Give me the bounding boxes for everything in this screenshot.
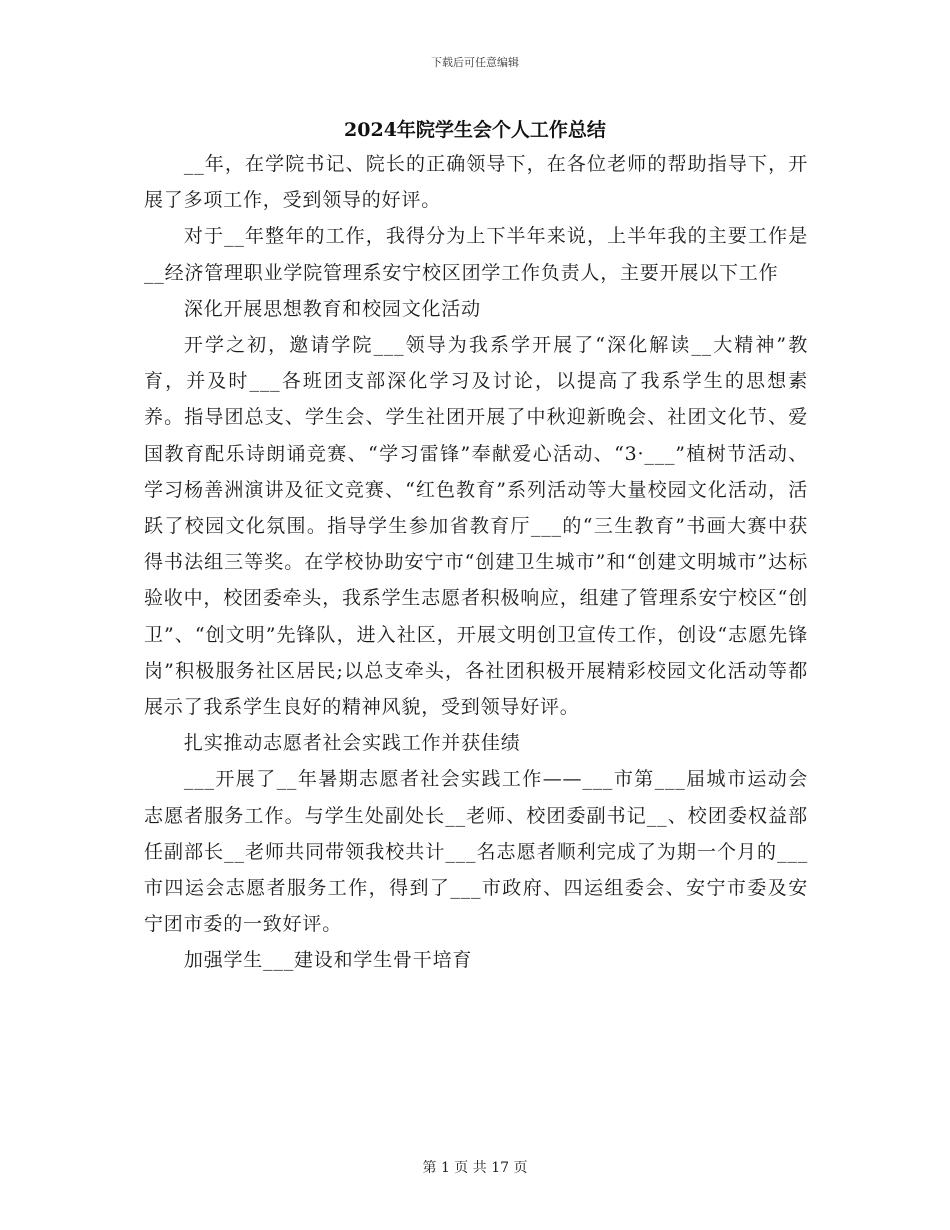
- document-body: [144, 146, 808, 979]
- page-number: 第 1 页 共 17 页: [422, 1160, 528, 1176]
- paragraph-volunteer: ___开展了__年暑期志愿者社会实践工作——___市第___届城市运动会志愿者服务工作。与学生处副处长__老师、校团委副书记__、校团委权益部任副部长__老师共同带领我校共计___名志愿者顺利完成了为期一个月的___市四运会志愿者服务工作，得到了___市政府、四运组委会、安宁市委及安宁团市委的一致好评。: [144, 768, 808, 936]
- section-heading-volunteer: 扎实推动志愿者社会实践工作并获佳绩: [183, 732, 521, 755]
- section-heading-cadre: 加强学生___建设和学生骨干培育: [183, 949, 473, 972]
- page-header: 下载后可任意编辑: [431, 56, 519, 69]
- paragraph-intro: __年，在学院书记、院长的正确领导下，在各位老师的帮助指导下，开展了多项工作，受到领导的好评。: [144, 153, 808, 212]
- section-heading-ideology: 深化开展思想教育和校园文化活动: [183, 297, 481, 320]
- paragraph-overview: 对于__年整年的工作，我得分为上下半年来说，上半年我的主要工作是__经济管理职业学院管理系安宁校区团学工作负责人，主要开展以下工作: [144, 225, 808, 284]
- paragraph-ideology: 开学之初，邀请学院___领导为我系学开展了“深化解读__大精神”教育，并及时___各班团支部深化学习及讨论，以提高了我系学生的思想素养。指导团总支、学生会、学生社团开展了中秋迎新晚会、社团文化节、爱国教育配乐诗朗诵竞赛、“学习雷锋”奉献爱心活动、“3·___”植树节活动、学习杨善洲演讲及征文竞赛、“红色教育”系列活动等大量校园文化活动，活跃了校园文化氛围。指导学生参加省教育厅___的“三生教育”书画大赛中获得书法组三等奖。在学校协助安宁市“创建卫生城市”和“创建文明城市”达标验收中，校团委牵头，我系学生志愿者积极响应，组建了管理系安宁校区“创卫”、“创文明”先锋队，进入社区，开展文明创卫宣传工作，创设“志愿先锋岗”积极服务社区居民;以总支牵头，各社团积极开展精彩校园文化活动等都展示了我系学生良好的精神风貌，受到领导好评。: [144, 334, 808, 719]
- document-title: 2024年院学生会个人工作总结: [344, 119, 606, 141]
